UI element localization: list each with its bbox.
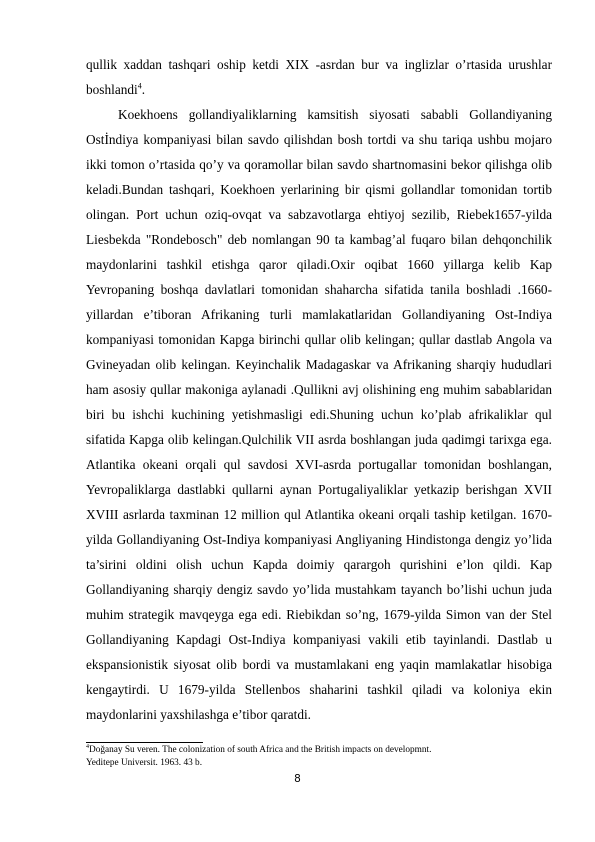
paragraph-1	[86, 52, 552, 102]
footnote	[86, 744, 552, 770]
paragraph-2: Koekhoens gollandiyaliklarning kamsitish siyosati sababli Gollandiyaning Ostİndiya kompaniyasi bilan savdo qilishdan bosh tortdi va shu tariqa ushbu mojaro ikki tomon o’rtasida qo’y va qoramollar bilan savdo shartnomasini bekor qilishga olib keladi.Bundan tashqari, Koekhoen yerlarining bir qismi gollandlar tomonidan tortib olingan. Port uchun oziq-ovqat va sabzavotlarga ehtiyoj sezilib, Riebek1657-yilda Liesbekda "Rondebosch" deb nomlangan 90 ta kambag’al fuqaro bilan dehqonchilik maydonlarini tashkil etishga qaror qiladi.Oxir oqibat 1660 yillarga kelib Kap Yevropaning boshqa davlatlari tomonidan shaharcha sifatida tanila boshladi .1660-yillardan e’tiboran Afrikaning turli mamlakatlaridan Gollandiyaning Ost-Indiya kompaniyasi tomonidan Kapga birinchi qullar olib kelingan; qullar dastlab Angola va Gvineyadan olib kelingan. Keyinchalik Madagaskar va Afrikaning sharqiy hududlari ham asosiy qullar makoniga aylanadi .Qullikni avj olishining eng muhim sabablaridan biri bu ishchi kuchining yetishmasligi edi.Shuning uchun ko’plab afrikaliklar qul sifatida Kapga olib kelingan.Qulchilik VII asrda boshlangan juda qadimgi tarixga ega. Atlantika okeani orqali qul savdosi XVI-asrda portugallar tomonidan boshlangan, Yevropaliklarga dastlabki qullarni aynan Portugaliyaliklar yetkazip berishgan XVII XVIII asrlarda taxminan 12 million qul Atlantika okeani orqali taship ketilgan. 1670-yilda Gollandiyaning Ost-Indiya kompaniyasi Angliyaning Hindistonga dengiz yo’lida ta’sirini oldini olish uchun Kapda doimiy qarargoh qurishini e’lon qildi. Kap Gollandiyaning sharqiy dengiz savdo yo’lida mustahkam tayanch bo’lishi uchun juda muhim strategik mavqeyga ega edi. Riebikdan so’ng, 1679-yilda Simon van der Stel Gollandiyaning Kapdagi Ost-Indiya kompaniyasi vakili etib tayinlandi. Dastlab u ekspansionistik siyosat olib bordi va mustamlakani eng yaqin mamlakatlar hisobiga kengaytirdi. U 1679-yilda Stellenbos shaharini tashkil qiladi va koloniya ekin maydonlarini yaxshilashga e’tibor qaratdi.	[86, 107, 552, 722]
footnote-divider	[86, 742, 203, 743]
body-text	[86, 52, 552, 727]
footnote-line-2: Yeditepe Universit. 1963. 43 b.	[86, 758, 203, 768]
footnote-citation: Doğanay Su veren. The colonization of south Africa and the British impacts on developmnt.	[89, 745, 432, 755]
paragraph-1-text: qullik xaddan tashqari oship ketdi XIX -asrdan bur va inglizlar o’rtasida urushlar boshlandi	[86, 57, 552, 97]
page-number: 8	[294, 773, 301, 785]
footnote-reference: 4	[137, 81, 142, 91]
paragraph-1-end: .	[141, 82, 146, 97]
footnote-mark: 4	[86, 743, 89, 750]
footnote-line-1	[86, 744, 552, 757]
